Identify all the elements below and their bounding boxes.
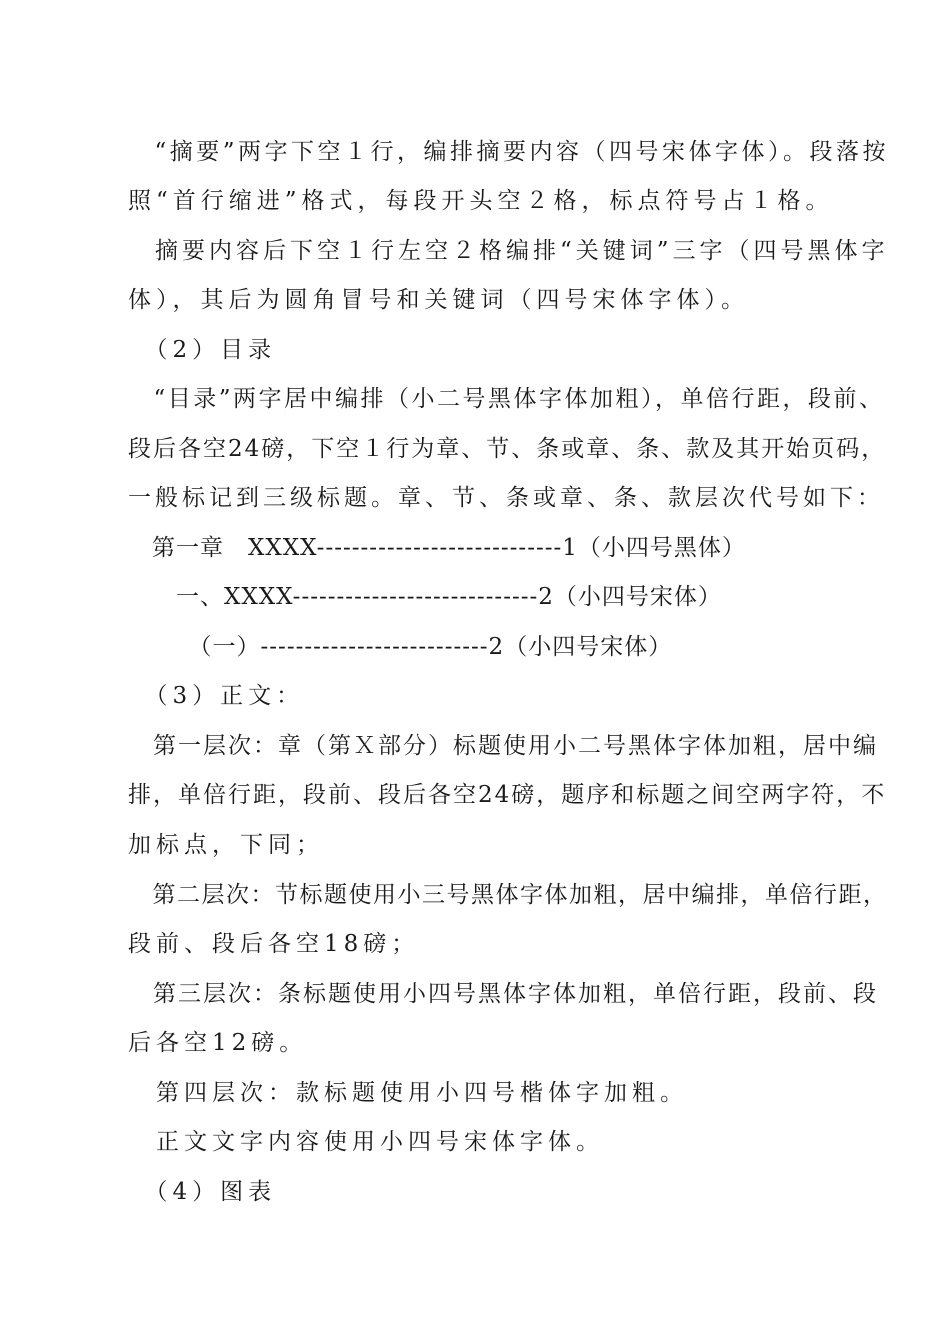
toc-line-level-3: （一）--------------------------2（小四号宋体） [128, 634, 673, 660]
paragraph-line: 第三层次：条标题使用小四号黑体字体加粗，单倍行距，段前、段 [128, 981, 878, 1007]
paragraph-line: 一般标记到三级标题。章、节、条或章、条、款层次代号如下： [128, 485, 884, 511]
paragraph-line: 排，单倍行距，段前、段后各空24磅，题序和标题之间空两字符，不 [128, 782, 887, 808]
section-heading: （2）目录 [128, 337, 277, 363]
toc-line-level-2: 一、XXXX----------------------------2（小四号宋体） [128, 584, 722, 610]
paragraph-line: 体），其后为圆角冒号和关键词（四号宋体字体）。 [128, 287, 749, 313]
paragraph-line: 段后各空24磅，下空１行为章、节、条或章、条、款及其开始页码， [128, 436, 887, 462]
paragraph-line: “目录”两字居中编排（小二号黑体字体加粗），单倍行距，段前、 [128, 386, 885, 412]
section-heading: （3）正文： [128, 683, 305, 709]
section-heading: （4）图表 [128, 1179, 277, 1205]
paragraph-line: 段前、段后各空18磅； [128, 931, 420, 957]
paragraph-line: 第四层次：款标题使用小四号楷体字加粗。 [128, 1080, 688, 1106]
paragraph-line: 摘要内容后下空１行左空２格编排“关键词”三字（四号黑体字 [128, 238, 889, 264]
paragraph-line: 正文文字内容使用小四号宋体字体。 [128, 1129, 604, 1155]
paragraph-line: “摘要”两字下空１行，编排摘要内容（四号宋体字体）。段落按 [128, 139, 890, 165]
paragraph-line: 第二层次：节标题使用小三号黑体字体加粗，居中编排，单倍行距， [128, 882, 888, 908]
paragraph-line: 加标点，下同； [128, 832, 324, 858]
paragraph-line: 后各空12磅。 [128, 1030, 308, 1056]
paragraph-line: 照“首行缩进”格式，每段开头空２格，标点符号占１格。 [128, 188, 834, 214]
paragraph-line: 第一层次：章（第Ｘ部分）标题使用小二号黑体字体加粗，居中编 [128, 733, 878, 759]
toc-line-level-1: 第一章 XXXX----------------------------1（小四号黑体） [128, 535, 746, 561]
